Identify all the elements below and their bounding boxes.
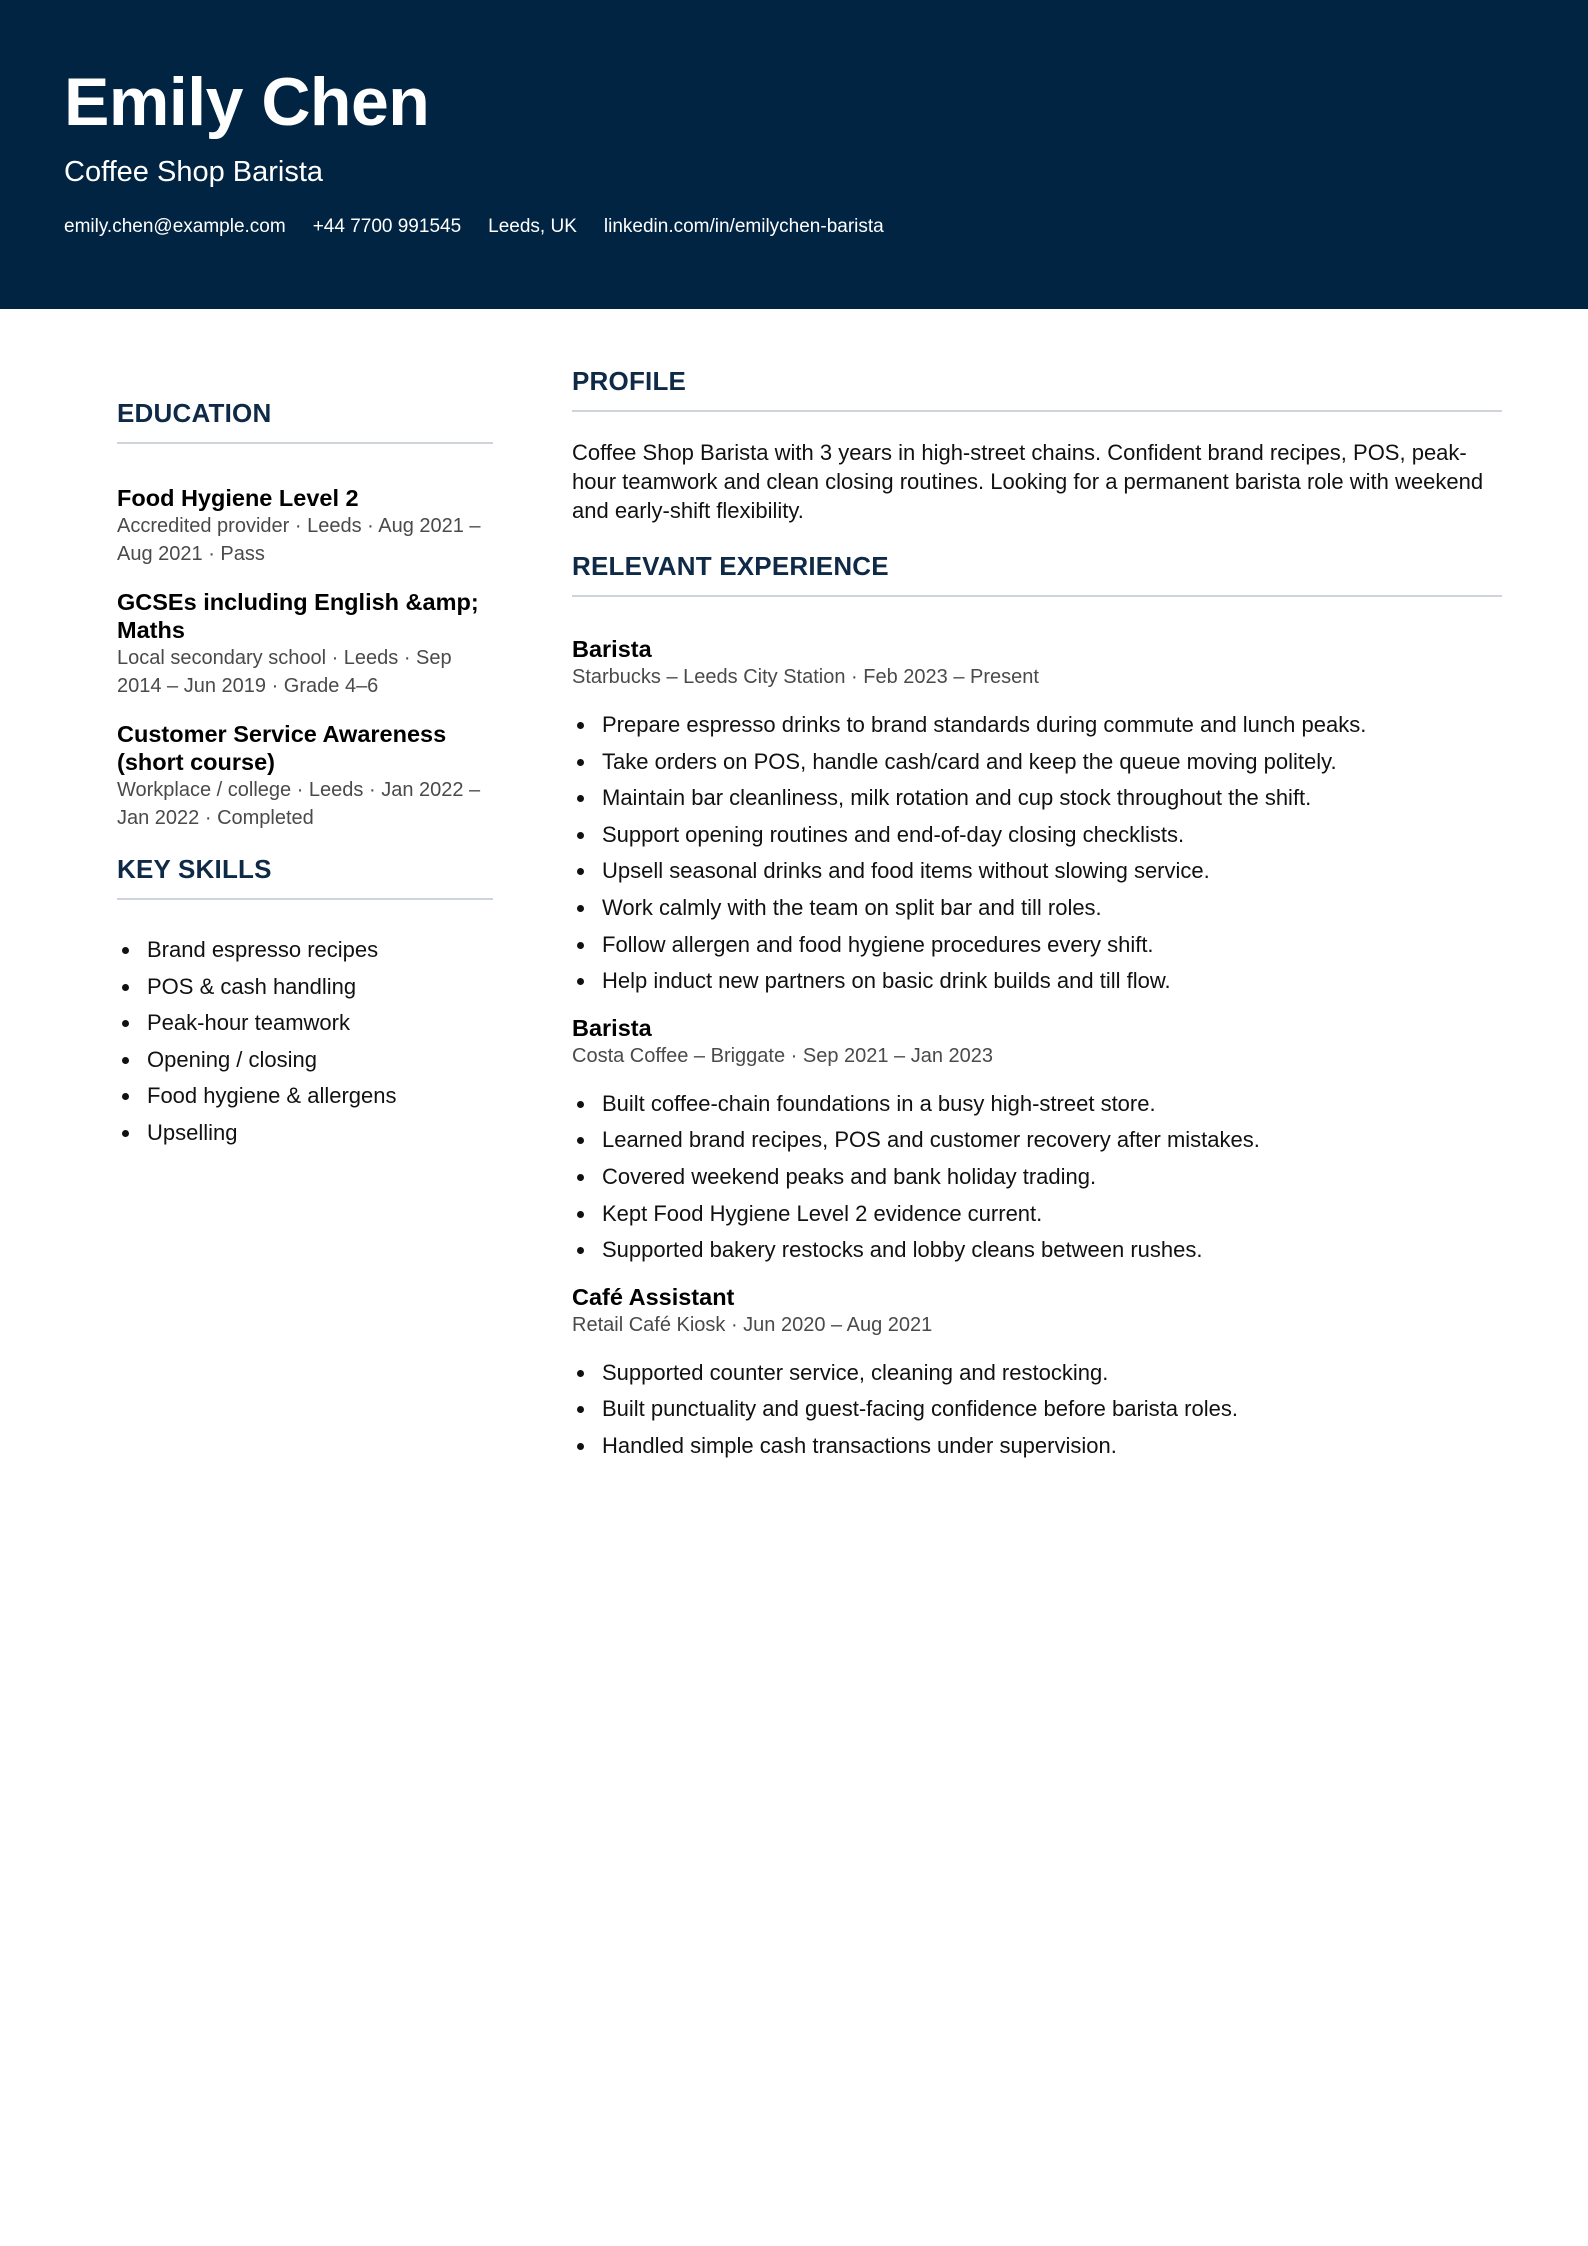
skill-item: Opening / closing <box>117 1042 493 1079</box>
education-item-title: Customer Service Awareness (short course) <box>117 721 447 775</box>
job-bullet: Learned brand recipes, POS and customer recovery after mistakes. <box>572 1122 1502 1159</box>
job-bullet: Built punctuality and guest-facing confidence before barista roles. <box>572 1391 1502 1428</box>
education-item <box>117 484 493 568</box>
job-bullet: Built coffee-chain foundations in a busy high-street store. <box>572 1086 1502 1123</box>
job-bullets <box>572 1355 1502 1465</box>
skill-item: POS & cash handling <box>117 969 493 1006</box>
job-bullets <box>572 1086 1502 1269</box>
job-title: Barista <box>572 636 652 662</box>
education-item-meta: Workplace / college · Leeds · Jan 2022 – Jan 2022 · Completed <box>117 779 481 829</box>
job-bullets <box>572 707 1502 1000</box>
job-title: Barista <box>572 1014 652 1041</box>
profile-section <box>572 364 1502 525</box>
job-bullet: Follow allergen and food hygiene procedures every shift. <box>572 927 1502 964</box>
job-bullet: Take orders on POS, handle cash/card and keep the queue moving politely. <box>572 744 1502 781</box>
contact-email[interactable]: emily.chen@example.com <box>64 216 286 237</box>
education-section <box>117 396 493 832</box>
resume-header <box>0 0 1588 309</box>
education-item <box>117 720 493 832</box>
job-bullet: Upsell seasonal drinks and food items without slowing service. <box>572 853 1502 890</box>
job-bullet: Support opening routines and end-of-day closing checklists. <box>572 817 1502 854</box>
job-bullet: Kept Food Hygiene Level 2 evidence current. <box>572 1196 1502 1233</box>
job-bullet: Maintain bar cleanliness, milk rotation and cup stock throughout the shift. <box>572 780 1502 817</box>
section-title-education: EDUCATION <box>117 396 493 444</box>
skill-item: Brand espresso recipes <box>117 932 493 969</box>
skill-item: Peak-hour teamwork <box>117 1005 493 1042</box>
job-bullet: Help induct new partners on basic drink builds and till flow. <box>572 963 1502 1000</box>
job-bullet: Covered weekend peaks and bank holiday trading. <box>572 1159 1502 1196</box>
job-bullet: Handled simple cash transactions under supervision. <box>572 1428 1502 1465</box>
job-entry <box>572 635 1502 1000</box>
profile-summary: Coffee Shop Barista with 3 years in high-street chains. Confident brand recipes, POS, peak-hour teamwork and clean closing routines. Looking for a permanent barista role with weekend and early-shift flexibility. <box>572 440 1484 523</box>
skill-item: Food hygiene & allergens <box>117 1078 493 1115</box>
contact-location: Leeds, UK <box>488 216 577 237</box>
experience-section <box>572 549 1502 1465</box>
education-item <box>117 588 493 700</box>
skills-list <box>117 932 493 1152</box>
candidate-name: Emily Chen <box>64 64 430 140</box>
job-meta: Costa Coffee – Briggate · Sep 2021 – Jan 2023 <box>572 1044 994 1067</box>
skills-section <box>117 852 493 1152</box>
experience-list <box>572 635 1502 1465</box>
job-bullet: Supported counter service, cleaning and restocking. <box>572 1355 1502 1392</box>
job-meta: Starbucks – Leeds City Station · Feb 2023 – Present <box>572 666 1039 688</box>
education-item-meta: Accredited provider · Leeds · Aug 2021 – Aug 2021 · Pass <box>117 515 481 565</box>
contact-linkedin[interactable]: linkedin.com/in/emilychen-barista <box>603 216 884 237</box>
job-bullet: Supported bakery restocks and lobby cleans between rushes. <box>572 1232 1502 1269</box>
education-item-title: Food Hygiene Level 2 <box>117 485 359 511</box>
section-title-profile: PROFILE <box>572 364 1502 412</box>
job-bullet: Prepare espresso drinks to brand standards during commute and lunch peaks. <box>572 707 1502 744</box>
section-title-experience: RELEVANT EXPERIENCE <box>572 549 1502 597</box>
contact-phone[interactable]: +44 7700 991545 <box>312 216 462 237</box>
candidate-role: Coffee Shop Barista <box>64 156 324 188</box>
contact-bar <box>64 214 911 240</box>
education-list <box>117 484 493 832</box>
job-bullet: Work calmly with the team on split bar and till roles. <box>572 890 1502 927</box>
right-column <box>572 364 1502 1479</box>
job-entry <box>572 1014 1502 1269</box>
job-title: Café Assistant <box>572 1283 735 1310</box>
left-column <box>117 396 493 1152</box>
job-meta: Retail Café Kiosk · Jun 2020 – Aug 2021 <box>572 1313 933 1336</box>
skill-item: Upselling <box>117 1115 493 1152</box>
education-item-title: GCSEs including English &amp; Maths <box>117 589 479 643</box>
job-entry <box>572 1283 1502 1465</box>
section-title-skills: KEY SKILLS <box>117 852 493 900</box>
education-item-meta: Local secondary school · Leeds · Sep 2014 – Jun 2019 · Grade 4–6 <box>117 647 452 697</box>
